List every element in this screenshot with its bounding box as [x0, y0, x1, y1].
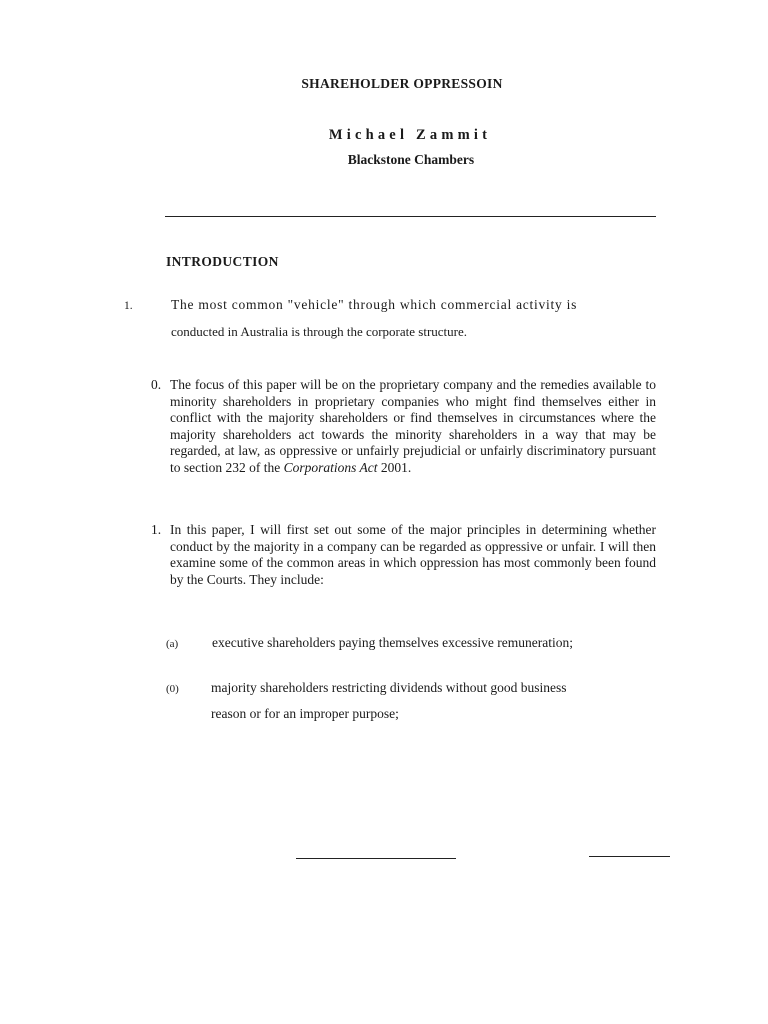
footer-rule-right — [589, 856, 670, 857]
paragraph-3-text: In this paper, I will first set out some of the major principles in determining whether conduct by the majority in a company can be regarded as oppressive or unfair. I will then examine some of the common areas in which oppression has most commonly been found by the Courts. They include: — [170, 522, 656, 587]
paragraph-2-text-end: 2001. — [377, 459, 412, 475]
paragraph-2 — [146, 377, 656, 476]
paragraph-2-number: 0. — [151, 377, 162, 392]
title-divider — [165, 216, 656, 217]
paragraph-2-text: The focus of this paper will be on the proprietary company and the remedies available to minority shareholders in proprietary companies who might find themselves either in conflict with the majority shareholders or find themselves in circumstances where the majority shareholders act towards the minority shareholders in a way that may be regarded, at law, as oppressive or unfairly prejudicial or unfairly discriminatory pursuant to section 232 of the — [170, 377, 656, 475]
paragraph-3 — [146, 522, 656, 588]
sub-item-b-label: (0) — [166, 683, 179, 695]
footer-rule-left — [296, 858, 456, 859]
document-title: SHAREHOLDER OPPRESSOIN — [301, 76, 503, 91]
author-affiliation: Blackstone Chambers — [347, 152, 475, 167]
paragraph-3-body — [146, 522, 656, 588]
paragraph-1-line-2: conducted in Australia is through the corporate structure. — [171, 324, 468, 339]
section-heading: INTRODUCTION — [166, 254, 279, 269]
paragraph-1-line-1: The most common "vehicle" through which commercial activity is — [171, 297, 578, 312]
paragraph-1-number: 1. — [124, 300, 133, 312]
paragraph-2-body — [146, 377, 656, 476]
sub-item-b-line-2: reason or for an improper purpose; — [211, 706, 399, 721]
sub-item-b-line-1: majority shareholders restricting dividends without good business — [211, 680, 567, 695]
author-name: Michael Zammit — [328, 127, 492, 143]
paragraph-2-act-name: Corporations Act — [283, 459, 378, 475]
sub-item-a-label: (a) — [166, 638, 179, 650]
sub-item-a-text: executive shareholders paying themselves excessive remuneration; — [212, 635, 573, 650]
paragraph-3-number: 1. — [151, 522, 162, 537]
